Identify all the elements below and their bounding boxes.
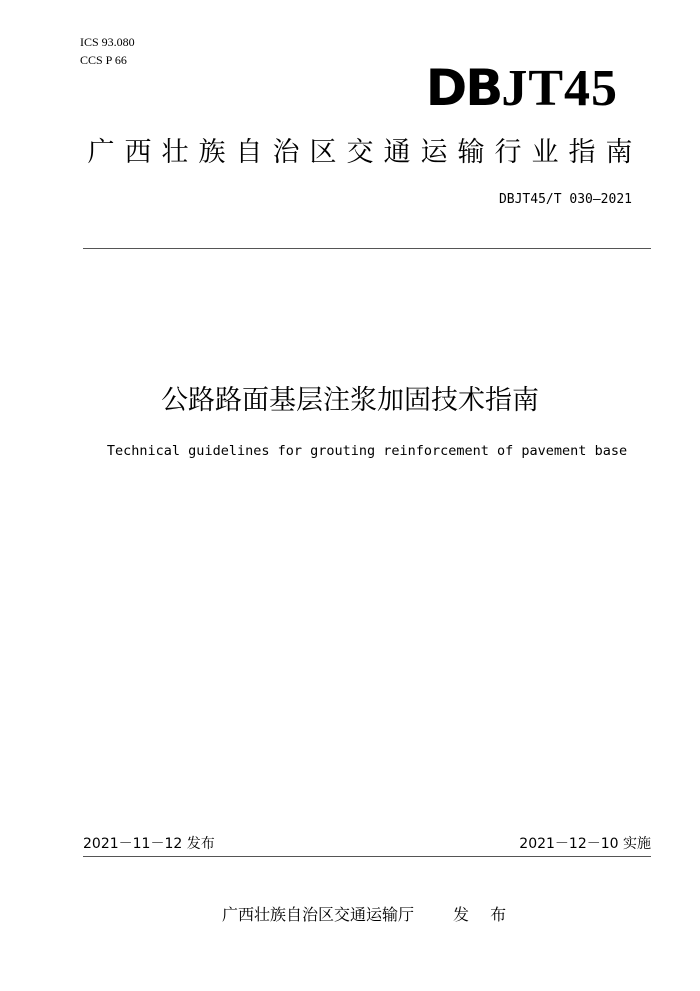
- ics-code: ICS 93.080: [80, 35, 135, 49]
- bottom-divider: [83, 856, 651, 857]
- publish-label: 发 布: [453, 905, 515, 924]
- publisher-name: 广西壮族自治区交通运输厅: [222, 905, 415, 924]
- ccs-code: CCS P 66: [80, 53, 127, 67]
- logo-prefix: DB: [425, 59, 502, 117]
- classification-codes: [80, 33, 135, 69]
- document-title-chinese: 公路路面基层注浆加固技术指南: [161, 385, 539, 416]
- logo-suffix: JT45: [501, 60, 618, 117]
- guide-category-title: 广西壮族自治区交通运输行业指南: [87, 137, 643, 168]
- top-divider: [83, 248, 651, 249]
- document-title-english: Technical guidelines for grouting reinforcement of pavement base: [106, 443, 628, 459]
- issue-date: 2021－11－12 发布: [83, 836, 215, 852]
- document-number: DBJT45/T 030—2021: [498, 192, 632, 207]
- implementation-date: 2021－12－10 实施: [519, 836, 651, 852]
- standard-logo: [426, 58, 618, 119]
